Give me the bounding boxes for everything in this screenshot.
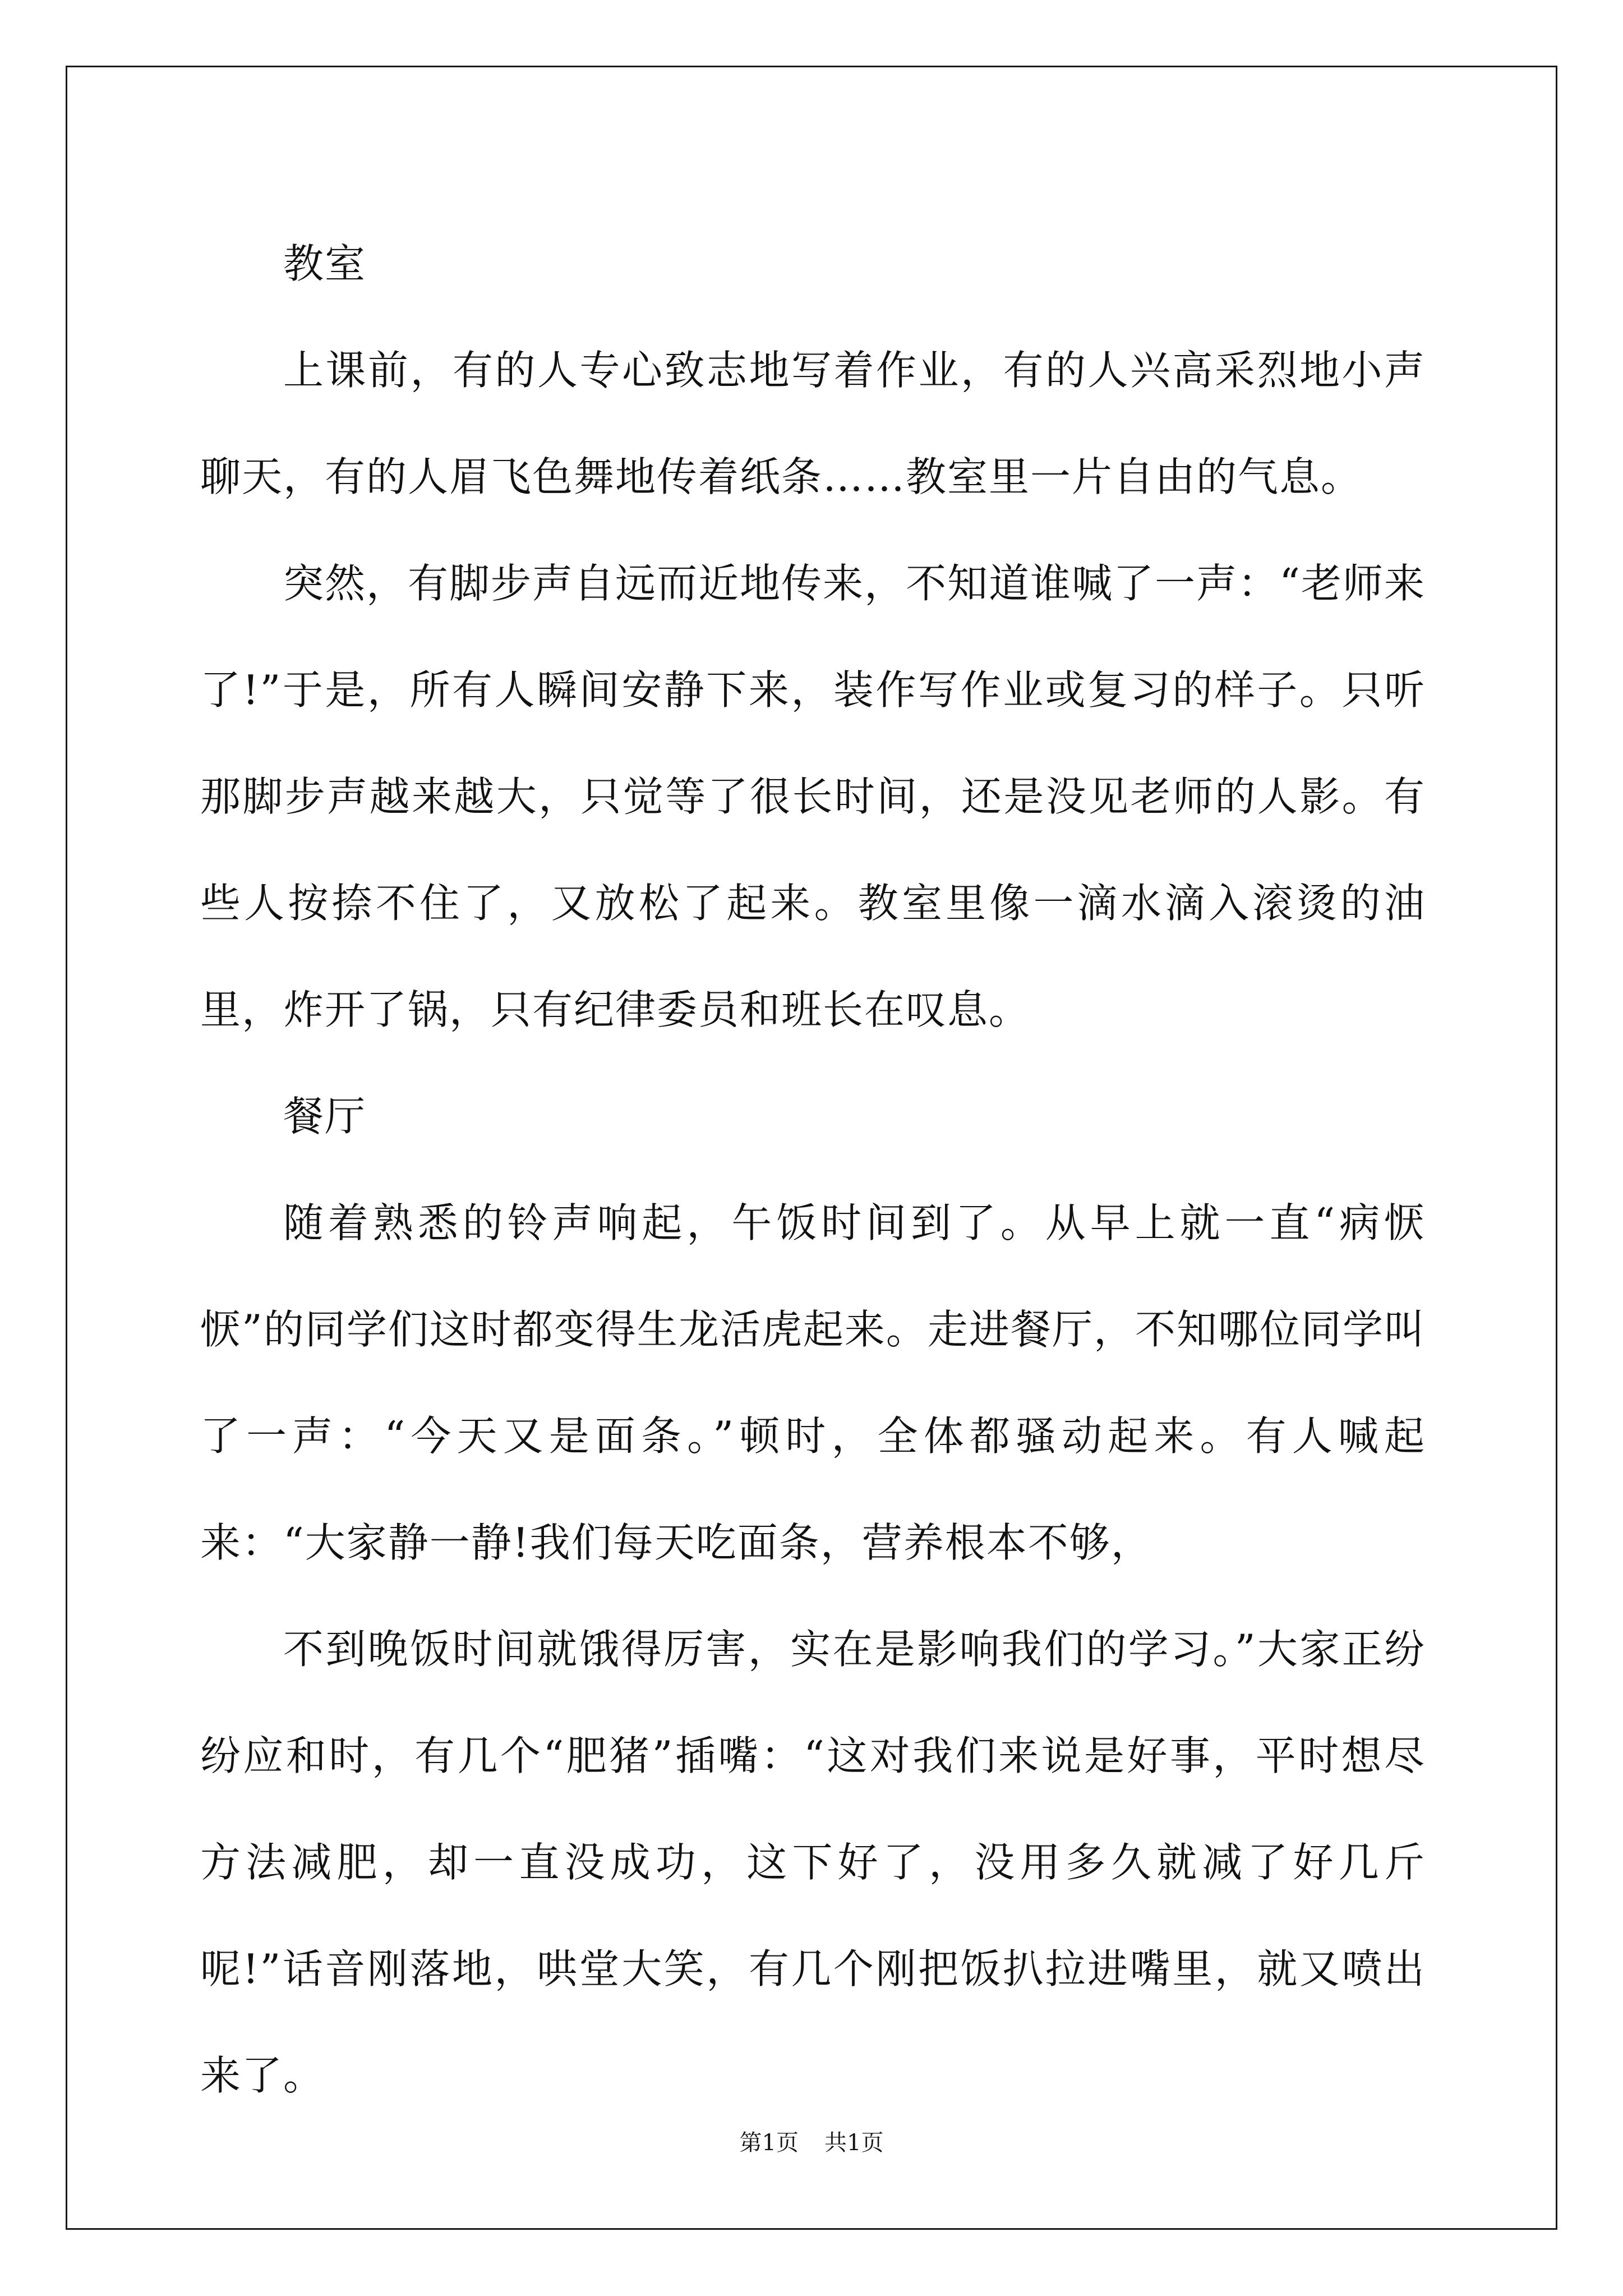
paragraph: 随着熟悉的铃声响起，午饭时间到了。从早上就一直“病恹恹”的同学们这时都变得生龙活虎起来。走进餐厅，不知哪位同学叫了一声：“今天又是面条。”顿时，全体都骚动起来。有人喊起来：“大家静一静!我们每天吃面条，营养根本不够， bbox=[200, 1199, 1426, 1566]
paragraph: 不到晚饭时间就饿得厉害，实在是影响我们的学习。”大家正纷纷应和时，有几个“肥猪”插嘴：“这对我们来说是好事，平时想尽方法减肥，却一直没成功，这下好了，没用多久就减了好几斤呢!”话音刚落地，哄堂大笑，有几个刚把饭扒拉进嘴里，就又喷出来了。 bbox=[200, 1626, 1426, 2099]
paragraph: 上课前，有的人专心致志地写着作业，有的人兴高采烈地小声聊天，有的人眉飞色舞地传着纸条……教室里一片自由的气息。 bbox=[200, 347, 1426, 500]
page-footer bbox=[0, 2129, 1623, 2157]
document-body bbox=[200, 210, 1426, 2129]
section-heading: 餐厅 bbox=[283, 1093, 367, 1140]
page-total: 共1页 bbox=[824, 2130, 884, 2156]
page-number: 第1页 bbox=[739, 2130, 799, 2156]
section-heading: 教室 bbox=[283, 240, 367, 287]
paragraph: 突然，有脚步声自远而近地传来，不知道谁喊了一声：“老师来了!”于是，所有人瞬间安静下来，装作写作业或复习的样子。只听那脚步声越来越大，只觉等了很长时间，还是没见老师的人影。有些人按捺不住了，又放松了起来。教室里像一滴水滴入滚烫的油里，炸开了锅，只有纪律委员和班长在叹息。 bbox=[200, 560, 1426, 1033]
